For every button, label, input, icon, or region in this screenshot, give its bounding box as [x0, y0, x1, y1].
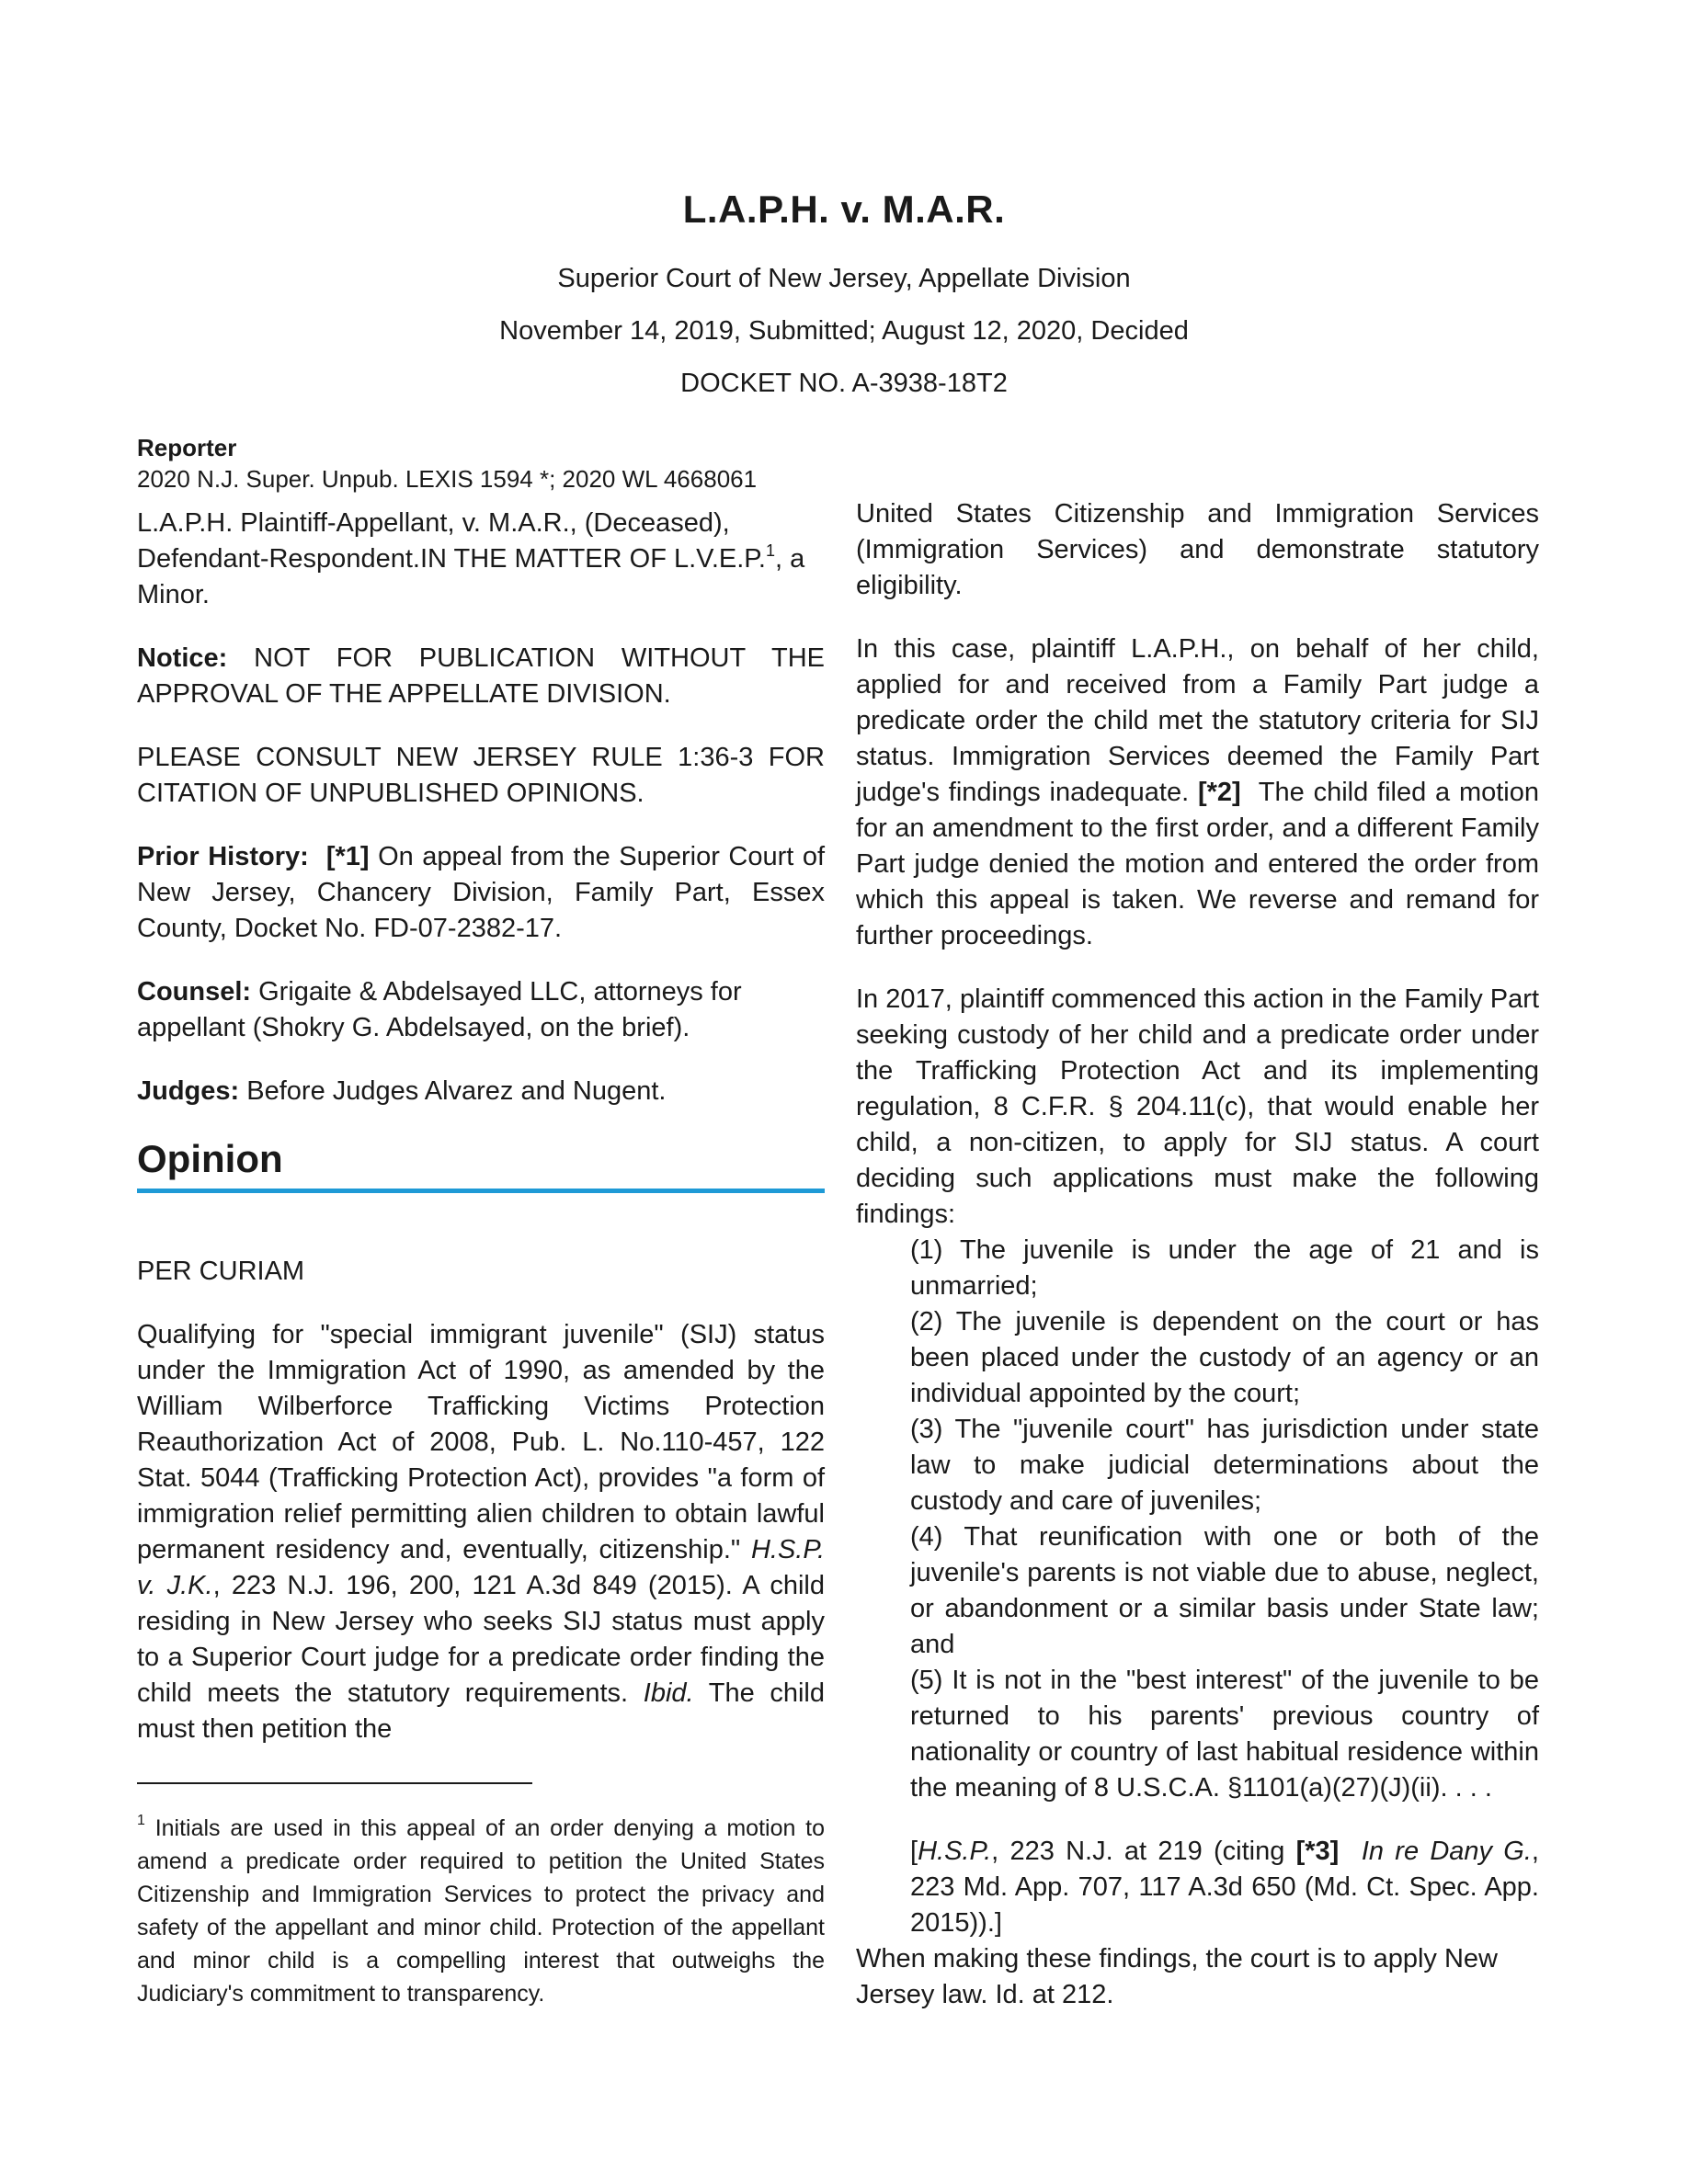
p1-text-b: , 223 N.J. 196, 200, 121 A.3d 849 (2015). A child residing in New Jersey who seeks SIJ status must apply to a Superior Court judge for a predicate order finding the child meets the statutory requirements.	[137, 1571, 826, 1708]
judges	[137, 1074, 825, 1109]
p2-text-b: The child filed a motion for an amendment to the first order, and a different Family Part judge denied the motion and entered the order from which this appeal is taken. We reverse and remand for further proceedings.	[856, 778, 1540, 950]
cite-hsp: H.S.P.	[918, 1837, 992, 1866]
parties-text: L.A.P.H. Plaintiff-Appellant, v. M.A.R., (Deceased), Defendant-Respondent.IN THE MATTER OF L.V.E.P.	[137, 508, 766, 574]
notice	[137, 641, 825, 712]
prior-history-text: On appeal from the Superior Court of New Jersey, Chancery Division, Family Part, Essex County, Docket No. FD-07-2382-17.	[137, 842, 825, 943]
left-column	[137, 432, 825, 2010]
opinion-paragraph-1	[137, 1317, 825, 1747]
docket-number: DOCKET NO. A-3938-18T2	[680, 369, 1008, 398]
citation-block	[910, 1834, 1539, 1941]
counsel-label: Counsel:	[137, 977, 252, 1007]
counsel-text: Grigaite & Abdelsayed LLC, attorneys for appellant (Shokry G. Abdelsayed, on the brief).	[137, 977, 742, 1042]
prior-history	[137, 839, 825, 947]
court-name: Superior Court of New Jersey, Appellate Division	[557, 264, 1131, 293]
opinion-paragraph-3: In 2017, plaintiff commenced this action in the Family Part seeking custody of her child and a predicate order under the Trafficking Protection Act and its implementing regulation, 8 C.F.R. § 204.11(c), that would enable her child, a non-citizen, to apply for SIJ status. A court deciding such applications must make the following findings:	[856, 984, 1539, 1229]
decision-dates: November 14, 2019, Submitted; August 12, 2020, Decided	[499, 316, 1189, 346]
findings-list	[910, 1233, 1539, 1806]
prior-history-label: Prior History:	[137, 842, 309, 871]
closing-paragraph: When making these findings, the court is to apply New Jersey law. Id. at 212.	[856, 1944, 1498, 2009]
parties-text-after: , a Minor.	[137, 544, 805, 609]
cite-end: , 223 Md. App. 707, 117 A.3d 650 (Md. Ct. Spec. App. 2015)).]	[910, 1837, 1539, 1938]
right-column	[856, 496, 1539, 2013]
finding-item: (5) It is not in the "best interest" of the juvenile to be returned to his parents' previous country of nationality or country of last habitual residence within the meaning of 8 U.S.C.A. §1101(a)(27)(J)(ii). . . .	[910, 1666, 1539, 1803]
consult-notice: PLEASE CONSULT NEW JERSEY RULE 1:36-3 FOR CITATION OF UNPUBLISHED OPINIONS.	[137, 743, 825, 808]
reporter-citation: 2020 N.J. Super. Unpub. LEXIS 1594 *; 2020 WL 4668061	[137, 465, 758, 493]
opinion-heading: Opinion	[137, 1137, 825, 1193]
parties	[137, 506, 825, 613]
page-star-3: [*3]	[1295, 1837, 1340, 1866]
cite-mid: , 223 N.J. at 219 (citing	[991, 1837, 1285, 1866]
p1-text-a: Qualifying for "special immigrant juvenile" (SIJ) status under the Immigration Act of 1990, as amended by the William Wilberforce Trafficking Victims Protection Reauthorization Act of 2008, Pub. L. No.110-457, 122 Stat. 5044 (Trafficking Protection Act), provides "a form of immigration relief permitting alien children to obtain lawful permanent residency and, eventually, citizenship."	[137, 1320, 825, 1564]
finding-item: (3) The "juvenile court" has jurisdiction under state law to make judicial determinations about the custody and care of juveniles;	[910, 1415, 1539, 1516]
footnote-1	[137, 1812, 825, 2010]
opinion-paragraph-2	[856, 631, 1539, 954]
case-title: L.A.P.H. v. M.A.R.	[682, 188, 1006, 231]
cite-dany: In re Dany G.	[1361, 1837, 1532, 1866]
p1-case-cite: H.S.P. v. J.K.	[137, 1535, 825, 1600]
page-star-2: [*2]	[1197, 778, 1241, 807]
finding-item: (4) That reunification with one or both of the juvenile's parents is not viable due to abuse, neglect, or abandonment or a similar basis under State law; and	[910, 1522, 1539, 1659]
reporter-label: Reporter	[137, 434, 237, 461]
cite-open: [	[910, 1837, 918, 1866]
footnote-text: Initials are used in this appeal of an order denying a motion to amend a predicate order required to petition the United States Citizenship and Immigration Services to protect the privacy and safety of the appellant and minor child. Protection of the appellant and minor child is a compelling interest that outweighs the Judiciary's commitment to transparency.	[137, 1815, 825, 2007]
footnote-number: 1	[137, 1813, 145, 1828]
judges-label: Judges:	[137, 1076, 240, 1106]
opinion-paragraph-1-continued: United States Citizenship and Immigration Services (Immigration Services) and demonstrate statutory eligibility.	[856, 499, 1539, 600]
judges-text: Before Judges Alvarez and Nugent.	[246, 1076, 667, 1106]
notice-label: Notice:	[137, 643, 228, 673]
footnote-ref[interactable]: 1	[765, 541, 775, 560]
notice-text: NOT FOR PUBLICATION WITHOUT THE APPROVAL OF THE APPELLATE DIVISION.	[137, 643, 826, 709]
footnote-divider	[137, 1782, 532, 1784]
counsel	[137, 974, 825, 1046]
finding-item: (2) The juvenile is dependent on the court or has been placed under the custody of an agency or an individual appointed by the court;	[910, 1307, 1539, 1408]
finding-item: (1) The juvenile is under the age of 21 and is unmarried;	[910, 1235, 1539, 1301]
p1-text-c: The child must then petition the	[137, 1678, 826, 1744]
page-star-1: [*1]	[325, 842, 370, 871]
per-curiam: PER CURIAM	[137, 1257, 305, 1286]
p1-ibid: Ibid.	[643, 1678, 694, 1708]
citation-text	[910, 1834, 1539, 1941]
p2-text-a: In this case, plaintiff L.A.P.H., on behalf of her child, applied for and received from a Family Part judge a predicate order the child met the statutory criteria for SIJ status. Immigration Services deemed the Family Part judge's findings inadequate.	[856, 634, 1539, 807]
